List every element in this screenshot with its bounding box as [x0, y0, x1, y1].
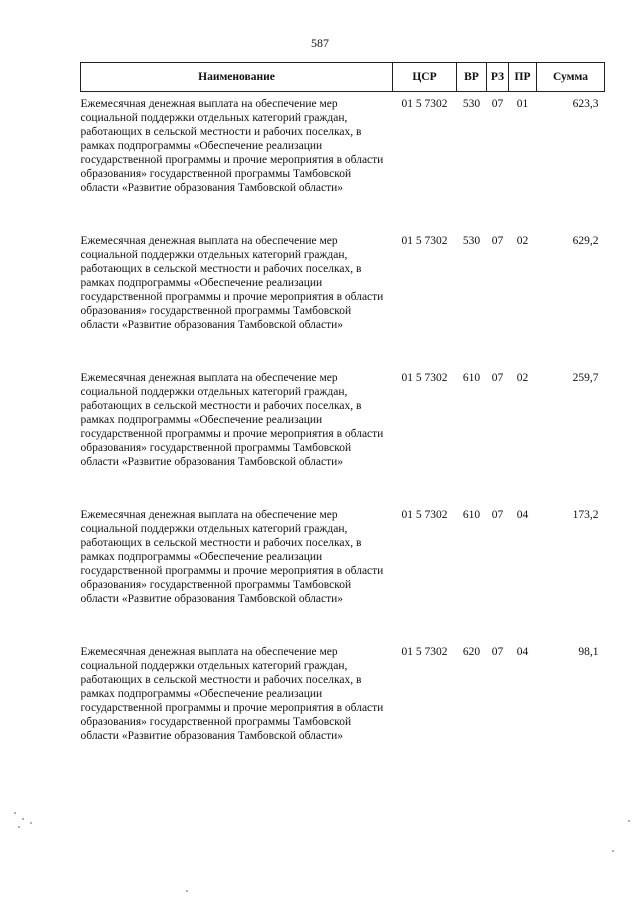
scan-speck — [18, 826, 20, 828]
row-sum: 98,1 — [578, 646, 599, 658]
row-rz: 07 — [491, 509, 504, 521]
table-header — [81, 63, 605, 92]
scan-speck — [14, 812, 16, 814]
table-row — [81, 92, 605, 230]
header-pr: ПР — [509, 63, 537, 92]
row-name: Ежемесячная денежная выплата на обеспечение мер социальной поддержки отдельных категорий граждан, работающих в сельской местности и рабочих поселках, в рамках подпрограммы «Обеспечение реализации государственной программы и прочие мероприятия в области образования» государственной программы Тамбовской области «Развитие образования Тамбовской области» — [80, 509, 384, 605]
row-name: Ежемесячная денежная выплата на обеспечение мер социальной поддержки отдельных категорий граждан, работающих в сельской местности и рабочих поселках, в рамках подпрограммы «Обеспечение реализации государственной программы и прочие мероприятия в области образования» государственной программы Тамбовской области «Развитие образования Тамбовской области» — [80, 98, 384, 194]
scan-speck — [30, 822, 32, 824]
header-csr: ЦСР — [393, 63, 457, 92]
row-name: Ежемесячная денежная выплата на обеспечение мер социальной поддержки отдельных категорий граждан, работающих в сельской местности и рабочих поселках, в рамках подпрограммы «Обеспечение реализации государственной программы и прочие мероприятия в области образования» государственной программы Тамбовской области «Развитие образования Тамбовской области» — [80, 372, 384, 468]
page-number: 587 — [311, 36, 329, 50]
scan-speck — [186, 890, 188, 892]
header-rz: РЗ — [487, 63, 509, 92]
row-name: Ежемесячная денежная выплата на обеспечение мер социальной поддержки отдельных категорий граждан, работающих в сельской местности и рабочих поселках, в рамках подпрограммы «Обеспечение реализации государственной программы и прочие мероприятия в области образования» государственной программы Тамбовской области «Развитие образования Тамбовской области» — [80, 235, 384, 331]
row-sum: 629,2 — [572, 235, 599, 247]
row-rz: 07 — [491, 235, 504, 247]
scan-speck — [612, 850, 614, 852]
table-row — [81, 229, 605, 366]
table-row — [81, 366, 605, 503]
row-csr: 01 5 7302 — [401, 235, 448, 247]
row-rz: 07 — [491, 98, 504, 110]
table-row — [81, 640, 605, 777]
row-vr: 610 — [462, 509, 481, 521]
table-row — [81, 503, 605, 640]
header-name: Наименование — [81, 63, 393, 92]
header-sum: Сумма — [537, 63, 605, 92]
header-row — [81, 63, 605, 92]
row-pr: 04 — [516, 646, 529, 658]
row-vr: 610 — [462, 372, 481, 384]
row-sum: 173,2 — [572, 509, 599, 521]
row-name: Ежемесячная денежная выплата на обеспечение мер социальной поддержки отдельных категорий граждан, работающих в сельской местности и рабочих поселках, в рамках подпрограммы «Обеспечение реализации государственной программы и прочие мероприятия в области образования» государственной программы Тамбовской области «Развитие образования Тамбовской области» — [80, 646, 384, 742]
row-vr: 530 — [462, 235, 481, 247]
row-rz: 07 — [491, 372, 504, 384]
row-rz: 07 — [491, 646, 504, 658]
row-pr: 02 — [516, 235, 529, 247]
row-pr: 01 — [516, 98, 529, 110]
row-csr: 01 5 7302 — [401, 98, 448, 110]
table-body — [81, 92, 605, 778]
row-vr: 530 — [462, 98, 481, 110]
row-csr: 01 5 7302 — [401, 509, 448, 521]
row-pr: 04 — [516, 509, 529, 521]
row-sum: 259,7 — [572, 372, 599, 384]
row-csr: 01 5 7302 — [401, 372, 448, 384]
header-vr: ВР — [457, 63, 487, 92]
row-sum: 623,3 — [572, 98, 599, 110]
row-pr: 02 — [516, 372, 529, 384]
scan-speck — [628, 820, 630, 822]
row-vr: 620 — [462, 646, 481, 658]
scan-speck — [22, 818, 24, 820]
row-csr: 01 5 7302 — [401, 646, 448, 658]
budget-table — [80, 62, 605, 777]
